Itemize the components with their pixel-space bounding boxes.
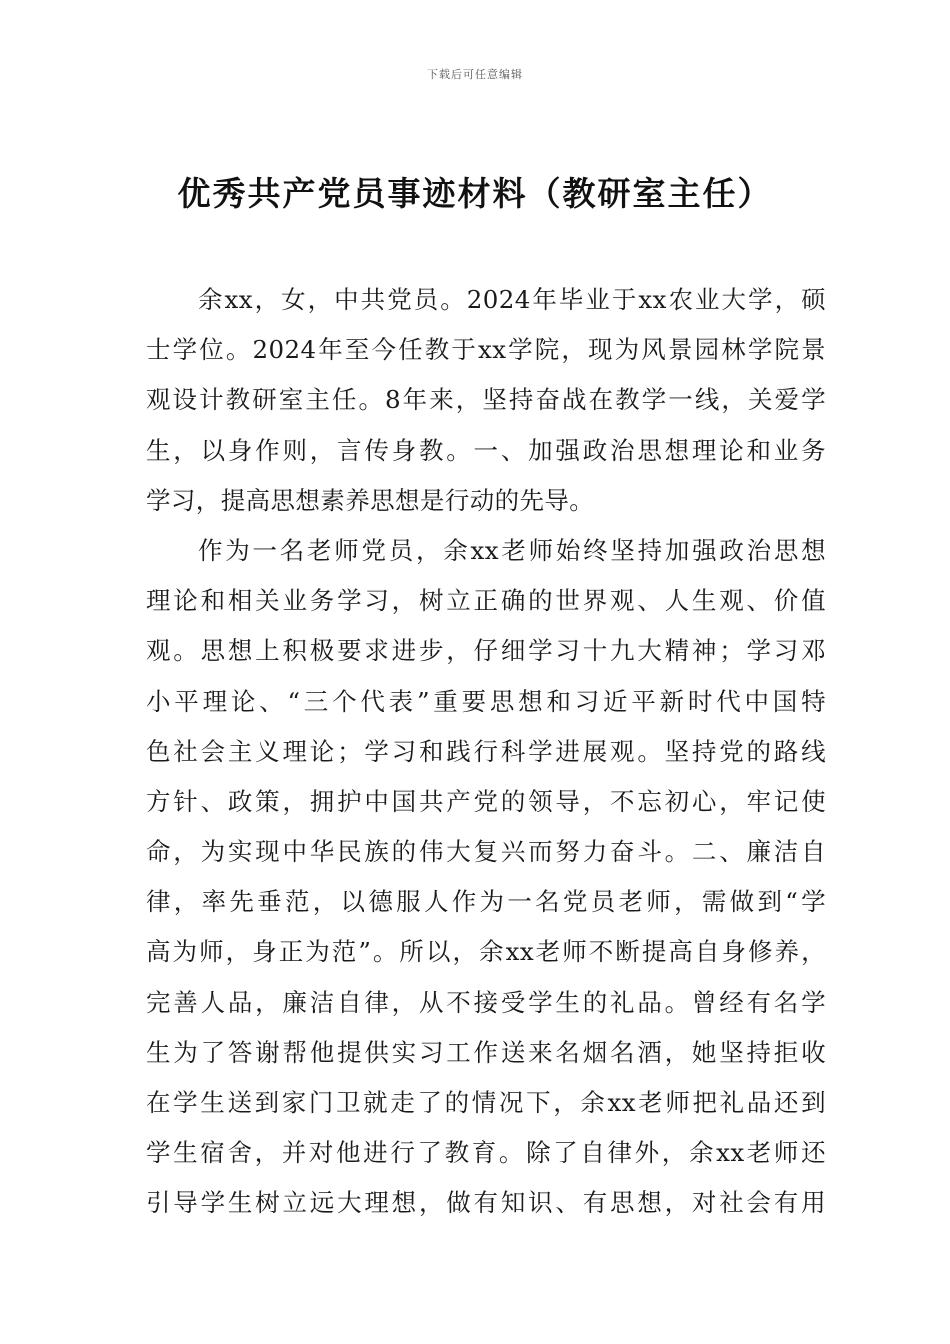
- text-line: 命，为实现中华民族的伟大复兴而努力奋斗。二、廉洁自: [146, 837, 826, 867]
- text-line: 观设计教研室主任。8年来，坚持奋战在教学一线，关爱学: [146, 385, 826, 415]
- text-line: 引导学生树立远大理想，做有知识、有思想，对社会有用: [146, 1188, 826, 1218]
- text-line: 学生宿舍，并对他进行了教育。除了自律外，余xx老师还: [146, 1138, 826, 1168]
- text-line: 理论和相关业务学习，树立正确的世界观、人生观、价值: [146, 586, 826, 616]
- text-line: 生为了答谢帮他提供实习工作送来名烟名酒，她坚持拒收: [146, 1037, 826, 1067]
- text-line: 律，率先垂范，以德服人作为一名党员老师，需做到“学: [146, 887, 826, 917]
- text-line: 余xx，女，中共党员。2024年毕业于xx农业大学，硕: [198, 285, 826, 314]
- text-line: 观。思想上积极要求进步，仔细学习十九大精神；学习邓: [146, 636, 826, 666]
- text-line: 完善人品，廉洁自律，从不接受学生的礼品。曾经有名学: [146, 987, 826, 1017]
- text-line: 作为一名老师党员，余xx老师始终坚持加强政治思想: [198, 535, 826, 565]
- text-line: 学习，提高思想素养思想是行动的先导。: [146, 485, 595, 515]
- text-line: 士学位。2024年至今任教于xx学院，现为风景园林学院景: [146, 335, 826, 365]
- text-line: 高为师，身正为范”。所以，余xx老师不断提高自身修养，: [146, 937, 826, 967]
- text-line: 小平理论、“三个代表”重要思想和习近平新时代中国特: [146, 686, 826, 716]
- document-title: 优秀共产党员事迹材料（教研室主任）: [177, 174, 773, 213]
- text-line: 色社会主义理论；学习和践行科学进展观。坚持党的路线: [146, 736, 826, 766]
- text-line: 方针、政策，拥护中国共产党的领导，不忘初心，牢记使: [146, 786, 826, 816]
- text-line: 生，以身作则，言传身教。一、加强政治思想理论和业务: [146, 435, 826, 465]
- header-note: 下载后可任意编辑: [427, 68, 523, 81]
- paragraph-2: [146, 526, 826, 1229]
- paragraph-1: [146, 275, 826, 526]
- document-body: [146, 275, 826, 1229]
- text-line: 在学生送到家门卫就走了的情况下，余xx老师把礼品还到: [146, 1088, 826, 1117]
